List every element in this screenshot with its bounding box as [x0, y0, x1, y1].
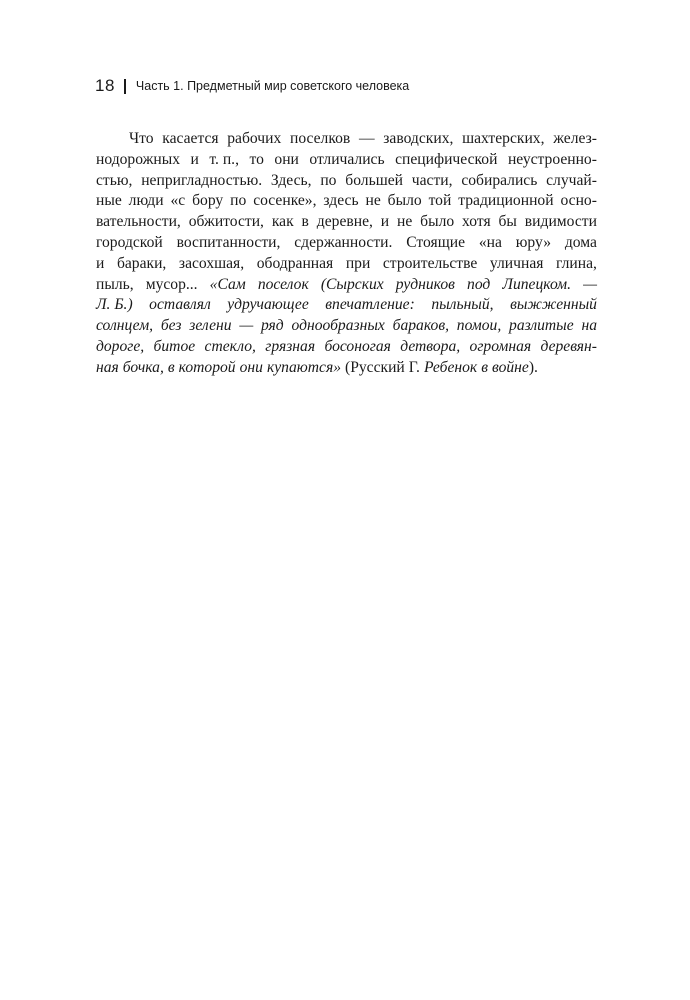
text-word: городской [96, 233, 163, 251]
text-word: осно- [560, 192, 597, 210]
text-word: пыльный, [431, 296, 494, 314]
text-word: как [271, 213, 294, 231]
text-word: которой [178, 358, 236, 376]
text-word: однообразных [291, 317, 385, 335]
text-word: купаются» [266, 358, 341, 376]
text-word: Что [129, 130, 154, 147]
text-word: пыль, [96, 275, 134, 293]
text-word: неустроенно- [507, 150, 597, 168]
text-word: «Сам [209, 275, 246, 293]
text-word: касается [162, 130, 219, 147]
text-word: грязная [265, 337, 316, 355]
text-word: «с [170, 192, 186, 210]
text-word: босоногая [324, 337, 391, 355]
text-word: заводских, [383, 130, 454, 147]
text-word: бору [192, 192, 224, 210]
text-word: войне [492, 358, 529, 376]
text-word: не [365, 192, 381, 210]
text-word: строительстве [382, 254, 478, 272]
text-word: дороге, [96, 337, 145, 355]
text-line [96, 358, 597, 379]
text-word: традиционной [458, 192, 554, 210]
text-word: в [167, 358, 175, 376]
text-word: и [190, 150, 199, 168]
text-word: по [320, 171, 337, 189]
text-word: воспитанности, [176, 233, 281, 251]
text-word: части, [411, 171, 453, 189]
text-word: глина, [556, 254, 597, 272]
text-word: сдержанности. [294, 233, 393, 251]
text-line [96, 316, 597, 337]
text-word: впечатление: [325, 296, 415, 314]
text-word: по [230, 192, 247, 210]
text-word: они [274, 150, 299, 168]
text-word: бы [498, 213, 517, 231]
part-title: Часть 1. Предметный мир советского человека [135, 79, 410, 93]
text-word: т. п., [209, 150, 239, 168]
text-word: (Русский [345, 358, 405, 376]
text-word: специфической [395, 150, 498, 168]
text-line [96, 129, 597, 150]
text-word: видимости [524, 213, 597, 231]
text-word: ные [96, 192, 122, 210]
text-word: люди [128, 192, 164, 210]
text-word: Здесь, [270, 171, 312, 189]
text-word: ). [528, 358, 538, 376]
text-line [96, 233, 597, 254]
text-word: юру» [515, 233, 551, 251]
text-word: помои, [456, 317, 502, 335]
text-word: «на [478, 233, 502, 251]
header-separator [124, 79, 126, 94]
text-word: Стоящие [406, 233, 465, 251]
text-word: вательности, [96, 213, 181, 231]
text-word: обжитости, [188, 213, 264, 231]
text-word: поселок [257, 275, 309, 293]
text-word: солнцем, [96, 317, 154, 335]
text-word: Л. Б.) [96, 296, 133, 314]
text-word: разлитые [509, 317, 574, 335]
text-word: огромная [469, 337, 532, 355]
text-word: засохшая, [178, 254, 245, 272]
text-line [96, 212, 597, 233]
text-word: битое [153, 337, 196, 355]
running-head [95, 76, 409, 96]
text-word: было [420, 213, 455, 231]
text-word: зелени [189, 317, 232, 335]
text-word: в [301, 213, 309, 231]
text-word: было [387, 192, 422, 210]
text-word: ряд [260, 317, 284, 335]
text-word: и [380, 213, 390, 231]
text-word: рабочих [227, 130, 282, 147]
text-word: деревян- [540, 337, 597, 355]
text-word: под [467, 275, 491, 293]
text-word: той [428, 192, 452, 210]
text-word: и [96, 254, 105, 272]
text-word: Ребенок [423, 358, 478, 376]
text-word: стью, [96, 171, 133, 189]
text-word: стекло, [204, 337, 256, 355]
text-word: деревне, [316, 213, 373, 231]
text-line [96, 150, 597, 171]
text-word: при [345, 254, 371, 272]
text-word: поселков [289, 130, 351, 147]
text-word: большей [345, 171, 403, 189]
text-line [96, 191, 597, 212]
text-word: — [239, 317, 254, 335]
text-word: ная [96, 358, 119, 376]
text-word: желез- [553, 130, 597, 147]
text-word: шахтерских, [462, 130, 545, 147]
text-word: отличались [309, 150, 385, 168]
text-word: на [581, 317, 597, 335]
text-line [96, 295, 597, 316]
body-paragraph [96, 129, 597, 379]
text-word: сосенке», [253, 192, 317, 210]
text-word: то [249, 150, 264, 168]
text-word: непригладностью. [141, 171, 263, 189]
text-word: нодорожных [96, 150, 181, 168]
text-word: случай- [546, 171, 597, 189]
text-word: не [397, 213, 413, 231]
text-word: бараки, [116, 254, 167, 272]
text-word: без [160, 317, 182, 335]
text-word: Г. [408, 358, 420, 376]
text-word: ободранная [256, 254, 334, 272]
text-word: хотя [462, 213, 491, 231]
text-line [96, 337, 597, 358]
text-word: выжженный [510, 296, 597, 314]
page-number: 18 [95, 76, 115, 95]
text-word: бочка, [122, 358, 164, 376]
text-line [96, 254, 597, 275]
text-word: рудников [395, 275, 455, 293]
text-word: мусор... [145, 275, 198, 293]
text-word: удручающее [227, 296, 309, 314]
text-word: собирались [461, 171, 538, 189]
text-line [96, 275, 597, 296]
text-word: оставлял [149, 296, 211, 314]
text-word: здесь [323, 192, 359, 210]
text-word: Липецком. [502, 275, 572, 293]
text-word: уличная [489, 254, 544, 272]
text-word: — [358, 130, 375, 147]
text-word: они [239, 358, 263, 376]
text-word: (Сырских [320, 275, 384, 293]
text-word: в [481, 358, 488, 376]
text-word: бараков, [392, 317, 450, 335]
text-line [96, 171, 597, 192]
text-word: детвора, [400, 337, 461, 355]
text-word: дома [564, 233, 597, 251]
text-word: — [583, 275, 597, 293]
